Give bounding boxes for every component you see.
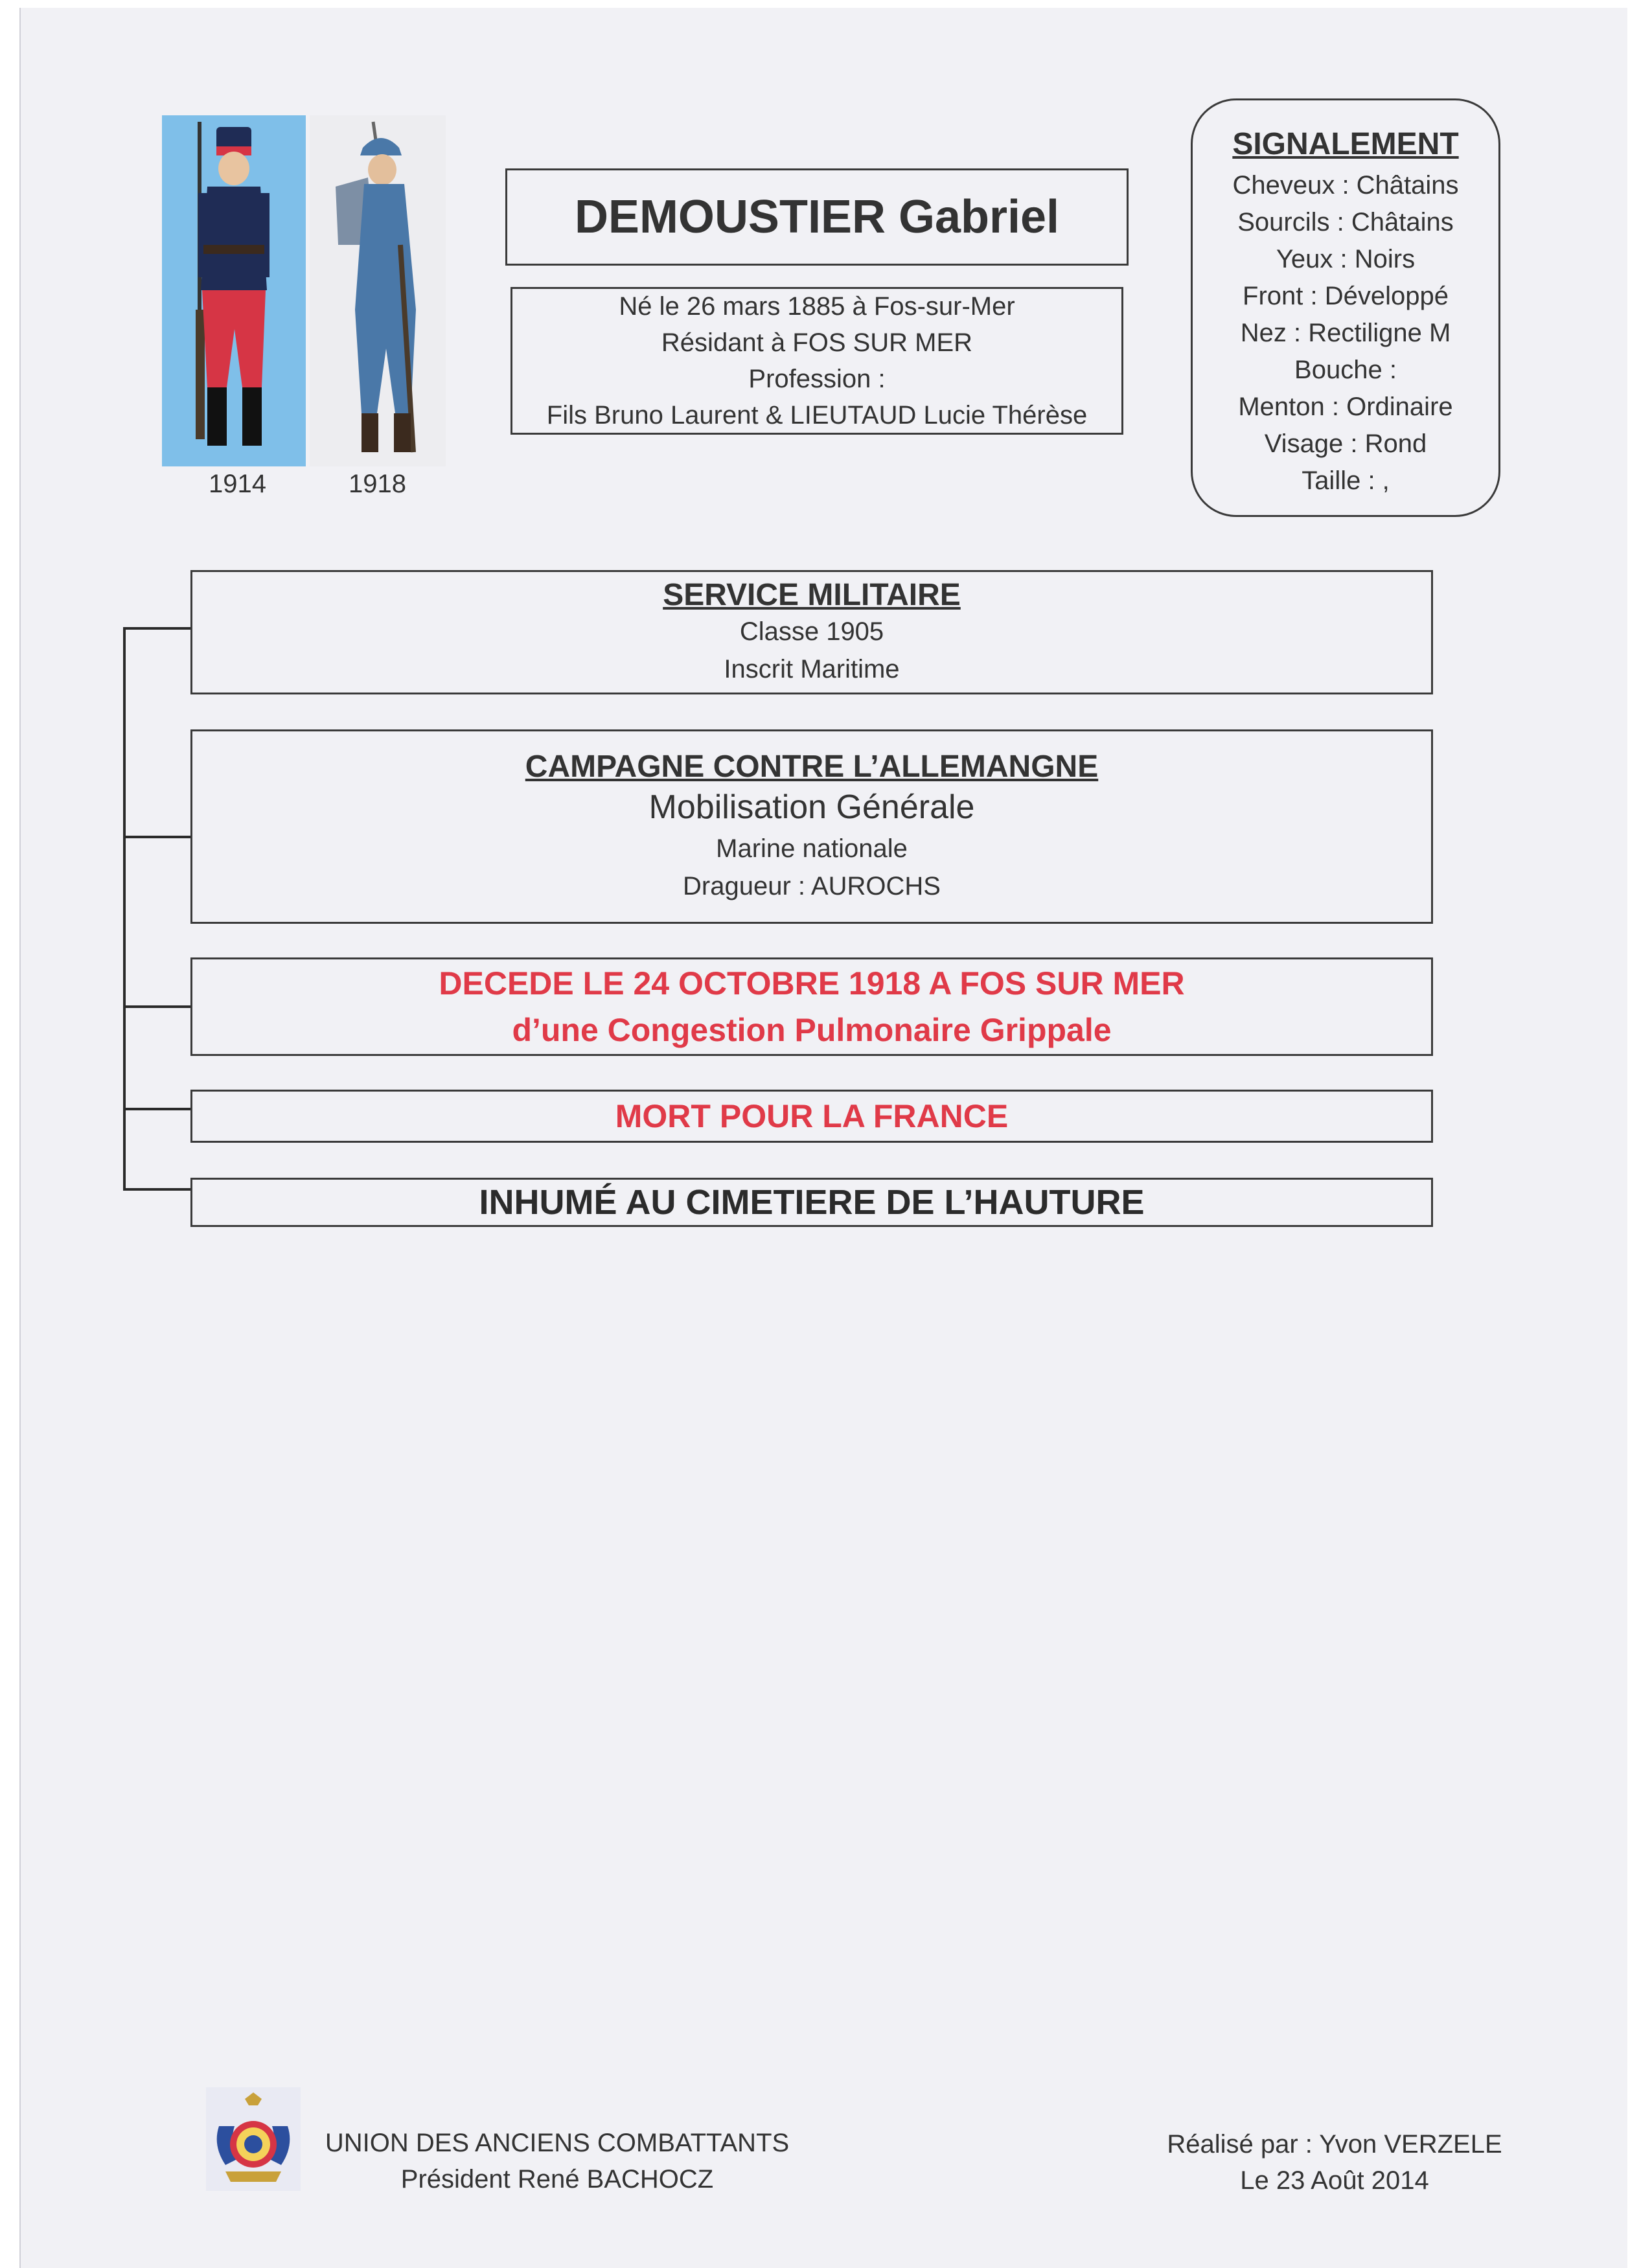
- timeline-branch-campagne: [123, 836, 192, 838]
- deces-line-1: DECEDE LE 24 OCTOBRE 1918 A FOS SUR MER: [439, 965, 1185, 1002]
- soldier-name-box: [505, 168, 1129, 266]
- footer-credits: [1153, 2126, 1516, 2199]
- service-title: SERVICE MILITAIRE: [663, 577, 961, 612]
- signalement-box: [1191, 98, 1500, 517]
- year-label-1918: 1918: [349, 470, 406, 498]
- campagne-box: [190, 729, 1433, 924]
- campagne-title: CAMPAGNE CONTRE L’ALLEMANGNE: [525, 749, 1099, 784]
- residence-line: Résidant à FOS SUR MER: [661, 328, 973, 357]
- signalement-line: Bouche :: [1294, 356, 1397, 384]
- service-classe: Classe 1905: [739, 617, 884, 646]
- profession-line: Profession :: [748, 365, 886, 393]
- year-label-1914: 1914: [209, 470, 266, 498]
- service-inscrit: Inscrit Maritime: [724, 654, 900, 683]
- footer-president: Président René BACHOCZ: [400, 2165, 714, 2194]
- mort-pour-la-france-box: [190, 1090, 1433, 1143]
- inhume-box: [190, 1178, 1433, 1227]
- signalement-line: Taille : ,: [1302, 466, 1390, 495]
- timeline-branch-service: [123, 627, 192, 630]
- association-logo: [206, 2087, 301, 2191]
- soldier-1918-image: [310, 115, 446, 466]
- soldier-1914-image: [162, 115, 306, 466]
- inhume-text: INHUMÉ AU CIMETIERE DE L’HAUTURE: [479, 1183, 1145, 1222]
- soldier-1918-illustration: [310, 115, 446, 466]
- campagne-marine: Marine nationale: [716, 834, 908, 863]
- timeline-branch-deces: [123, 1005, 192, 1008]
- signalement-line: Cheveux : Châtains: [1232, 171, 1459, 200]
- parents-line: Fils Bruno Laurent & LIEUTAUD Lucie Thérèse: [546, 401, 1088, 430]
- association-emblem-icon: [206, 2087, 301, 2191]
- footer-author: Réalisé par : Yvon VERZELE: [1167, 2130, 1502, 2159]
- birth-info-box: [511, 287, 1123, 435]
- signalement-title: SIGNALEMENT: [1232, 127, 1459, 161]
- soldier-1914-illustration: [162, 115, 306, 466]
- signalement-line: Menton : Ordinaire: [1238, 393, 1453, 421]
- signalement-line: Visage : Rond: [1264, 430, 1427, 458]
- footer-organization: [324, 2125, 790, 2197]
- birth-line: Né le 26 mars 1885 à Fos-sur-Mer: [619, 292, 1015, 321]
- timeline-branch-mort: [123, 1108, 192, 1110]
- timeline-vertical-connector: [123, 627, 126, 1191]
- signalement-line: Front : Développé: [1243, 282, 1449, 310]
- signalement-line: Nez : Rectiligne M: [1240, 319, 1451, 347]
- signalement-line: Yeux : Noirs: [1276, 245, 1416, 273]
- soldier-name: DEMOUSTIER Gabriel: [574, 191, 1060, 243]
- timeline-branch-inhume: [123, 1188, 192, 1191]
- campagne-mobilisation: Mobilisation Générale: [648, 788, 975, 826]
- footer-org-name: UNION DES ANCIENS COMBATTANTS: [325, 2129, 790, 2157]
- campagne-dragueur: Dragueur : AUROCHS: [683, 871, 941, 900]
- deces-box: [190, 957, 1433, 1056]
- service-militaire-box: [190, 570, 1433, 694]
- deces-line-2: d’une Congestion Pulmonaire Grippale: [512, 1012, 1112, 1048]
- signalement-line: Sourcils : Châtains: [1237, 208, 1454, 236]
- mort-pour-la-france: MORT POUR LA FRANCE: [615, 1098, 1009, 1134]
- footer-date: Le 23 Août 2014: [1240, 2166, 1429, 2195]
